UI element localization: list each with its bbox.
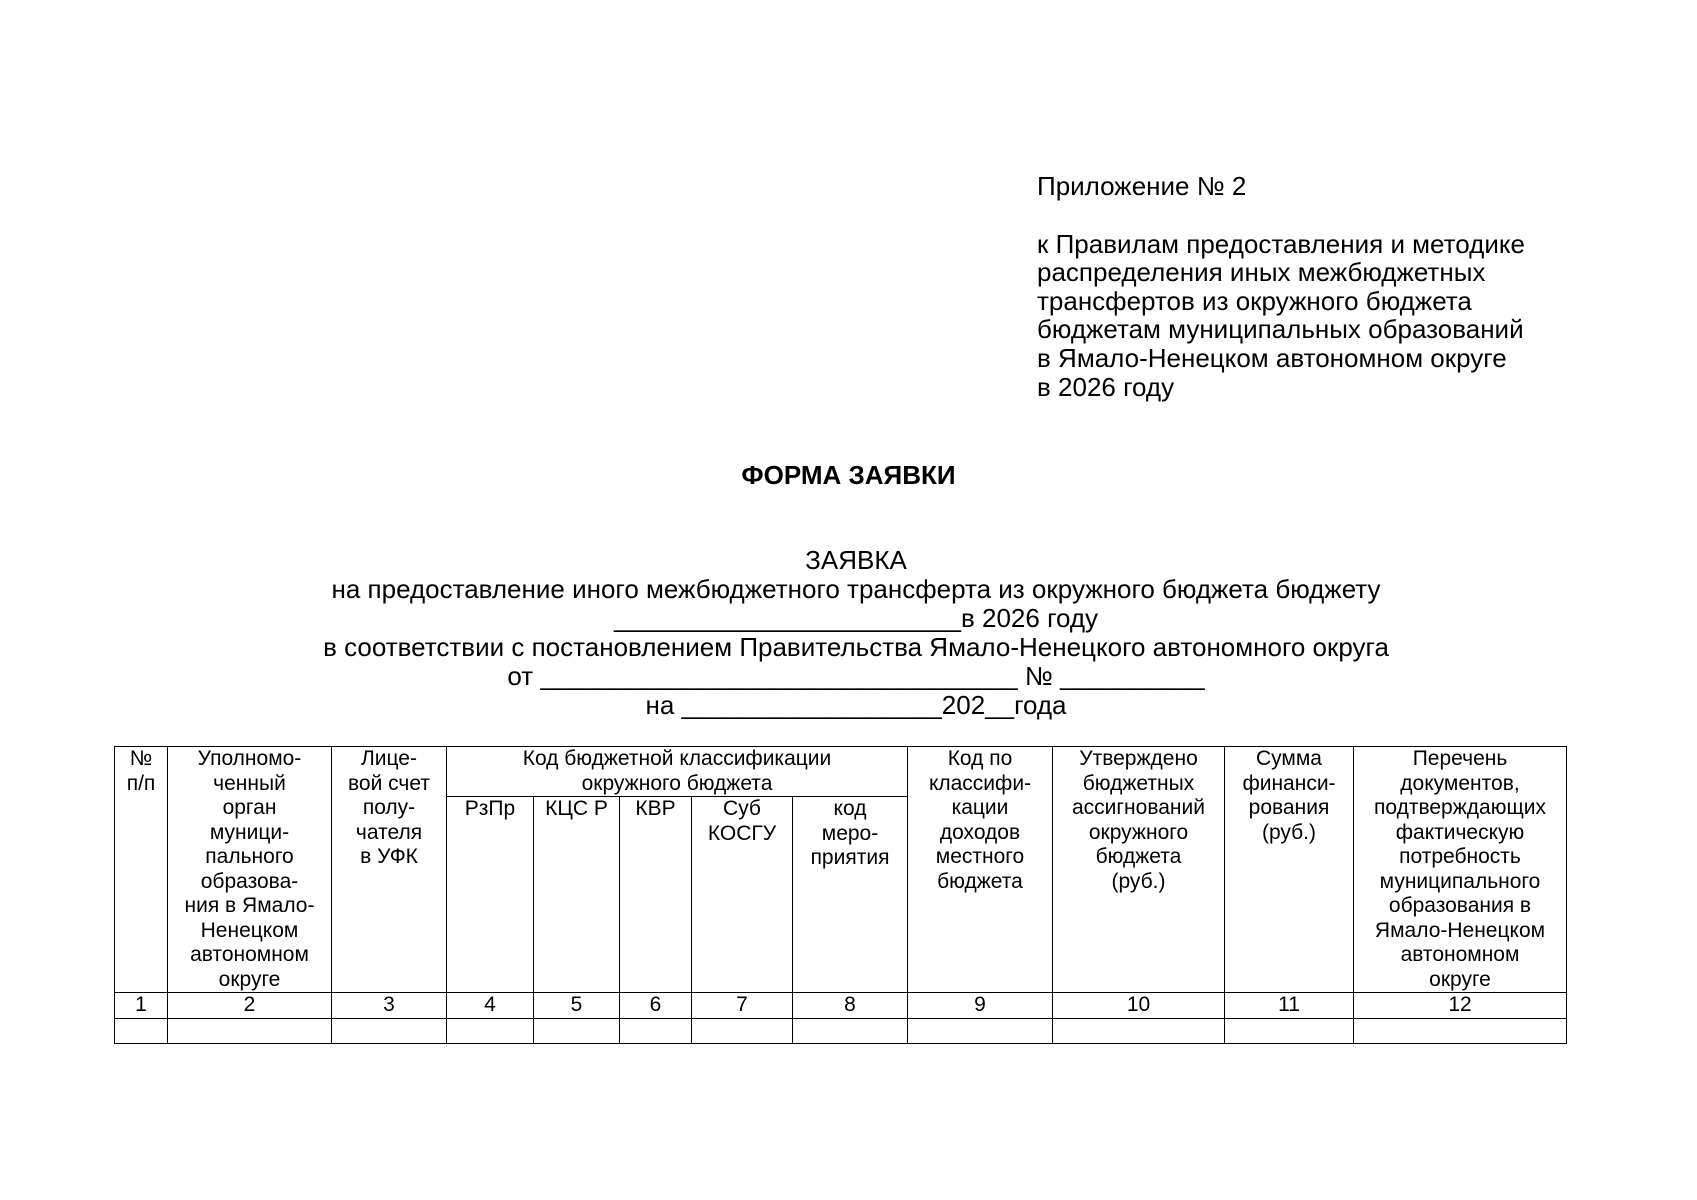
request-line: в соответствии с постановлением Правительства Ямало-Ненецкого автономного округа <box>323 632 1389 662</box>
empty-cell <box>1354 1018 1567 1043</box>
header-kcs: КЦС Р <box>534 797 620 993</box>
request-title: ЗАЯВКА <box>805 545 907 575</box>
request-heading <box>0 546 1697 720</box>
appendix-line: трансфертов из окружного бюджета <box>1037 285 1472 316</box>
empty-cell <box>332 1018 447 1043</box>
header-financing-amount: Сумма финанси- рования (руб.) <box>1225 747 1354 993</box>
column-number: 5 <box>534 993 620 1019</box>
empty-cell <box>793 1018 908 1043</box>
empty-cell <box>168 1018 332 1043</box>
appendix-line: в 2026 году <box>1037 371 1175 402</box>
request-line: на __________________202__года <box>645 690 1067 720</box>
empty-cell <box>908 1018 1053 1043</box>
request-line: ________________________в 2026 году <box>613 603 1099 633</box>
header-kvr: КВР <box>620 797 692 993</box>
header-budget-classification-code: Код бюджетной классификации окружного бюджета <box>447 747 908 797</box>
empty-cell <box>1225 1018 1354 1043</box>
header-authorized-body: Уполномо- ченный орган муници- пального образова- ния в Ямало- Ненецком автономном округе <box>168 747 332 993</box>
header-row-number: № п/п <box>115 747 168 993</box>
form-title: ФОРМА ЗАЯВКИ <box>741 460 956 490</box>
appendix-block <box>1037 172 1597 401</box>
header-income-classification-code: Код по классифи- кации доходов местного бюджета <box>908 747 1053 993</box>
column-number: 1 <box>115 993 168 1019</box>
empty-cell <box>1053 1018 1225 1043</box>
header-documents-list: Перечень документов, подтверждающих фактическую потребность муниципального образования в Ямало-Ненецком автономном округе <box>1354 747 1567 993</box>
request-line: на предоставление иного межбюджетного трансферта из окружного бюджета бюджету <box>331 574 1381 604</box>
column-number: 7 <box>692 993 793 1019</box>
empty-cell <box>620 1018 692 1043</box>
column-number: 4 <box>447 993 534 1019</box>
column-number: 3 <box>332 993 447 1019</box>
column-number: 10 <box>1053 993 1225 1019</box>
appendix-line: в Ямало-Ненецком автономном округе <box>1037 342 1507 373</box>
column-number: 11 <box>1225 993 1354 1019</box>
header-approved-allocations: Утверждено бюджетных ассигнований окружного бюджета (руб.) <box>1053 747 1225 993</box>
table-row <box>115 1018 1567 1043</box>
header-event-code: код меро- приятия <box>793 797 908 993</box>
header-personal-account: Лице- вой счет полу- чателя в УФК <box>332 747 447 993</box>
request-line: от _________________________________ № __________ <box>507 661 1205 691</box>
empty-cell <box>534 1018 620 1043</box>
empty-cell <box>447 1018 534 1043</box>
empty-cell <box>115 1018 168 1043</box>
header-sub-kosgu: Суб КОСГУ <box>692 797 793 993</box>
request-form-table <box>114 746 1567 1044</box>
appendix-line: распределения иных межбюджетных <box>1037 257 1486 288</box>
empty-cell <box>692 1018 793 1043</box>
column-number: 6 <box>620 993 692 1019</box>
appendix-line: бюджетам муниципальных образований <box>1037 314 1524 345</box>
column-number: 9 <box>908 993 1053 1019</box>
header-rzpr: РзПр <box>447 797 534 993</box>
column-number: 12 <box>1354 993 1567 1019</box>
appendix-line: к Правилам предоставления и методике <box>1037 228 1525 259</box>
column-number: 2 <box>168 993 332 1019</box>
column-number: 8 <box>793 993 908 1019</box>
appendix-number: Приложение № 2 <box>1037 171 1247 201</box>
